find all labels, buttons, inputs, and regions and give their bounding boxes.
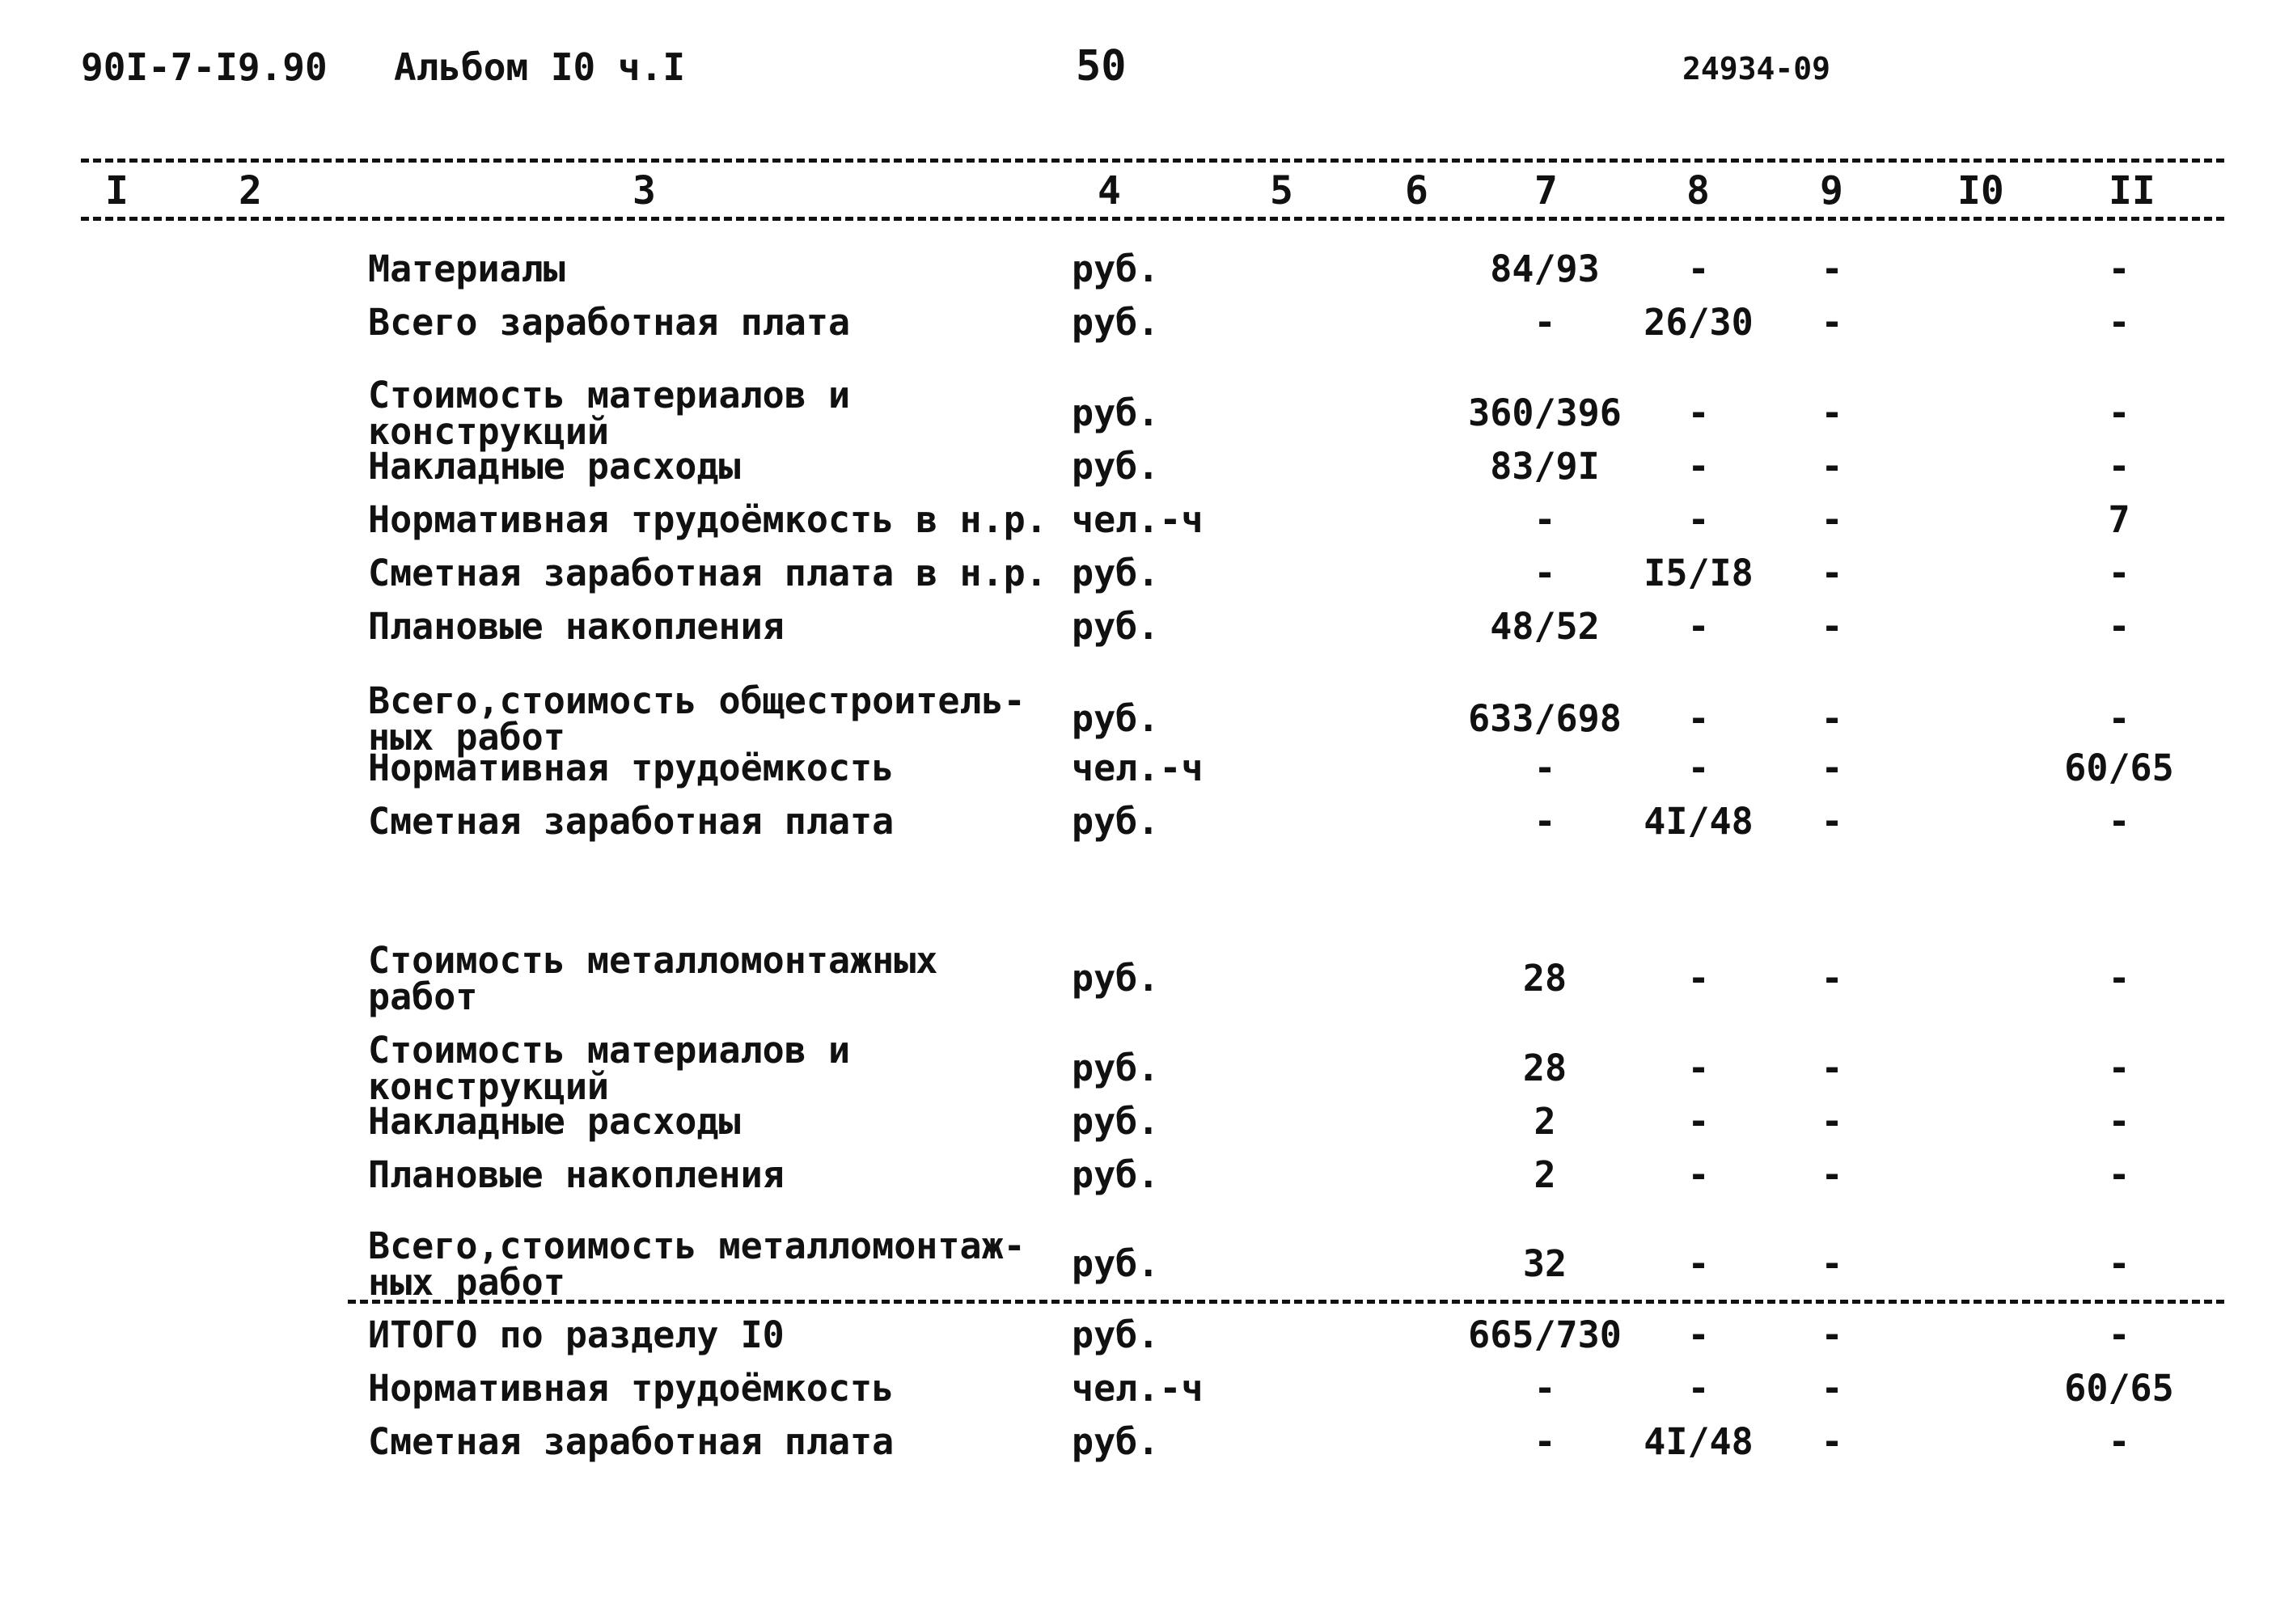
- column-number: 2: [239, 168, 262, 214]
- header-top-rule: [81, 159, 2224, 163]
- cell-col8: -: [1687, 1313, 1710, 1356]
- row-label: Плановые накопления: [368, 1153, 785, 1196]
- row-unit: руб.: [1072, 1313, 1160, 1356]
- cell-col9: -: [1821, 1367, 1843, 1410]
- row-unit: руб.: [1072, 391, 1160, 434]
- cell-col11: -: [2108, 247, 2130, 290]
- cell-col8: -: [1687, 498, 1710, 541]
- cell-col9: -: [1821, 301, 1843, 344]
- row-label: Плановые накопления: [368, 605, 785, 648]
- cell-col9: -: [1821, 800, 1843, 843]
- cell-col7: 360/396: [1468, 391, 1622, 434]
- row-label: Нормативная трудоёмкость: [368, 1367, 895, 1410]
- row-label: Сметная заработная плата в н.р.: [368, 552, 1047, 594]
- cell-col11: -: [2108, 301, 2130, 344]
- cell-col9: -: [1821, 1047, 1843, 1089]
- cell-col11: -: [2108, 1242, 2130, 1285]
- cell-col7: -: [1534, 301, 1556, 344]
- cell-col8: -: [1687, 697, 1710, 740]
- row-label: ИТОГО по разделу I0: [368, 1313, 785, 1356]
- cell-col11: -: [2108, 445, 2130, 488]
- row-label: Всего заработная плата: [368, 301, 851, 344]
- row-unit: руб.: [1072, 552, 1160, 594]
- cell-col9: -: [1821, 605, 1843, 648]
- cell-col11: -: [2108, 697, 2130, 740]
- row-unit: руб.: [1072, 247, 1160, 290]
- cell-col7: -: [1534, 800, 1556, 843]
- row-unit: руб.: [1072, 445, 1160, 488]
- cell-col8: -: [1687, 391, 1710, 434]
- row-label: Материалы: [368, 247, 565, 290]
- cell-col7: 32: [1522, 1242, 1567, 1285]
- cell-col8: -: [1687, 1153, 1710, 1196]
- cell-col7: 48/52: [1490, 605, 1600, 648]
- row-unit: руб.: [1072, 301, 1160, 344]
- row-unit: чел.-ч: [1072, 746, 1204, 789]
- cell-col11: -: [2108, 391, 2130, 434]
- row-label: Стоимость материалов и конструкций: [368, 1029, 851, 1108]
- cell-col11: 60/65: [2064, 1367, 2174, 1410]
- cell-col7: 665/730: [1468, 1313, 1622, 1356]
- column-number: 8: [1686, 168, 1710, 214]
- cell-col11: -: [2108, 605, 2130, 648]
- cell-col11: -: [2108, 1153, 2130, 1196]
- cell-col7: -: [1534, 552, 1556, 594]
- cell-col8: 26/30: [1644, 301, 1754, 344]
- document-stamp: 24934-09: [1682, 51, 1831, 87]
- cell-col9: -: [1821, 445, 1843, 488]
- document-code: 90I-7-I9.90: [81, 45, 328, 89]
- row-unit: руб.: [1072, 1420, 1160, 1463]
- cell-col11: -: [2108, 1100, 2130, 1143]
- cell-col8: -: [1687, 746, 1710, 789]
- cell-col11: -: [2108, 552, 2130, 594]
- column-number: I0: [1957, 168, 2004, 214]
- cell-col9: -: [1821, 1313, 1843, 1356]
- row-label: Всего,стоимость общестроитель- ных работ: [368, 679, 1026, 759]
- column-number: 7: [1534, 168, 1558, 214]
- cell-col11: -: [2108, 957, 2130, 1000]
- row-label: Накладные расходы: [368, 445, 741, 488]
- page-number: 50: [1076, 42, 1127, 91]
- row-unit: руб.: [1072, 957, 1160, 1000]
- total-separator-rule: [348, 1300, 2224, 1304]
- cell-col8: -: [1687, 1367, 1710, 1410]
- row-label: Нормативная трудоёмкость: [368, 746, 895, 789]
- cell-col11: -: [2108, 1047, 2130, 1089]
- column-number: 9: [1820, 168, 1843, 214]
- row-unit: руб.: [1072, 800, 1160, 843]
- cell-col9: -: [1821, 1242, 1843, 1285]
- row-unit: чел.-ч: [1072, 1367, 1204, 1410]
- cell-col7: 2: [1534, 1153, 1556, 1196]
- cell-col7: 633/698: [1468, 697, 1622, 740]
- cell-col7: -: [1534, 498, 1556, 541]
- cell-col7: 84/93: [1490, 247, 1600, 290]
- row-unit: руб.: [1072, 605, 1160, 648]
- cell-col9: -: [1821, 552, 1843, 594]
- row-unit: чел.-ч: [1072, 498, 1204, 541]
- cell-col9: -: [1821, 697, 1843, 740]
- cell-col8: -: [1687, 445, 1710, 488]
- cell-col11: 60/65: [2064, 746, 2174, 789]
- row-label: Накладные расходы: [368, 1100, 741, 1143]
- cell-col8: -: [1687, 957, 1710, 1000]
- cell-col7: -: [1534, 1367, 1556, 1410]
- column-number: II: [2109, 168, 2156, 214]
- row-label: Стоимость металломонтажных работ: [368, 939, 938, 1018]
- cell-col8: -: [1687, 247, 1710, 290]
- cell-col9: -: [1821, 391, 1843, 434]
- row-label: Нормативная трудоёмкость в н.р.: [368, 498, 1047, 541]
- cell-col8: I5/I8: [1644, 552, 1754, 594]
- cell-col9: -: [1821, 1420, 1843, 1463]
- column-number: I: [105, 168, 129, 214]
- cell-col8: -: [1687, 1242, 1710, 1285]
- cell-col8: 4I/48: [1644, 1420, 1754, 1463]
- row-unit: руб.: [1072, 1242, 1160, 1285]
- cell-col9: -: [1821, 1100, 1843, 1143]
- cell-col7: 28: [1522, 1047, 1567, 1089]
- cell-col9: -: [1821, 247, 1843, 290]
- row-unit: руб.: [1072, 697, 1160, 740]
- cell-col9: -: [1821, 746, 1843, 789]
- cell-col7: 83/9I: [1490, 445, 1600, 488]
- column-number: 3: [632, 168, 656, 214]
- cell-col7: 2: [1534, 1100, 1556, 1143]
- row-unit: руб.: [1072, 1153, 1160, 1196]
- row-label: Сметная заработная плата: [368, 800, 895, 843]
- header-bottom-rule: [81, 217, 2224, 221]
- column-number: 4: [1098, 168, 1121, 214]
- cell-col11: -: [2108, 1420, 2130, 1463]
- cell-col8: -: [1687, 1100, 1710, 1143]
- row-unit: руб.: [1072, 1100, 1160, 1143]
- row-label: Всего,стоимость металломонтаж- ных работ: [368, 1224, 1026, 1304]
- cell-col7: -: [1534, 746, 1556, 789]
- cell-col8: -: [1687, 1047, 1710, 1089]
- cell-col9: -: [1821, 1153, 1843, 1196]
- cell-col11: -: [2108, 800, 2130, 843]
- row-label: Стоимость материалов и конструкций: [368, 374, 851, 453]
- cell-col9: -: [1821, 957, 1843, 1000]
- row-unit: руб.: [1072, 1047, 1160, 1089]
- cell-col9: -: [1821, 498, 1843, 541]
- column-number: 6: [1405, 168, 1428, 214]
- cell-col11: -: [2108, 1313, 2130, 1356]
- cell-col8: 4I/48: [1644, 800, 1754, 843]
- row-label: Сметная заработная плата: [368, 1420, 895, 1463]
- cell-col7: -: [1534, 1420, 1556, 1463]
- cell-col8: -: [1687, 605, 1710, 648]
- album-label: Альбом I0 ч.I: [394, 45, 686, 89]
- cell-col11: 7: [2108, 498, 2130, 541]
- cell-col7: 28: [1522, 957, 1567, 1000]
- column-number: 5: [1270, 168, 1293, 214]
